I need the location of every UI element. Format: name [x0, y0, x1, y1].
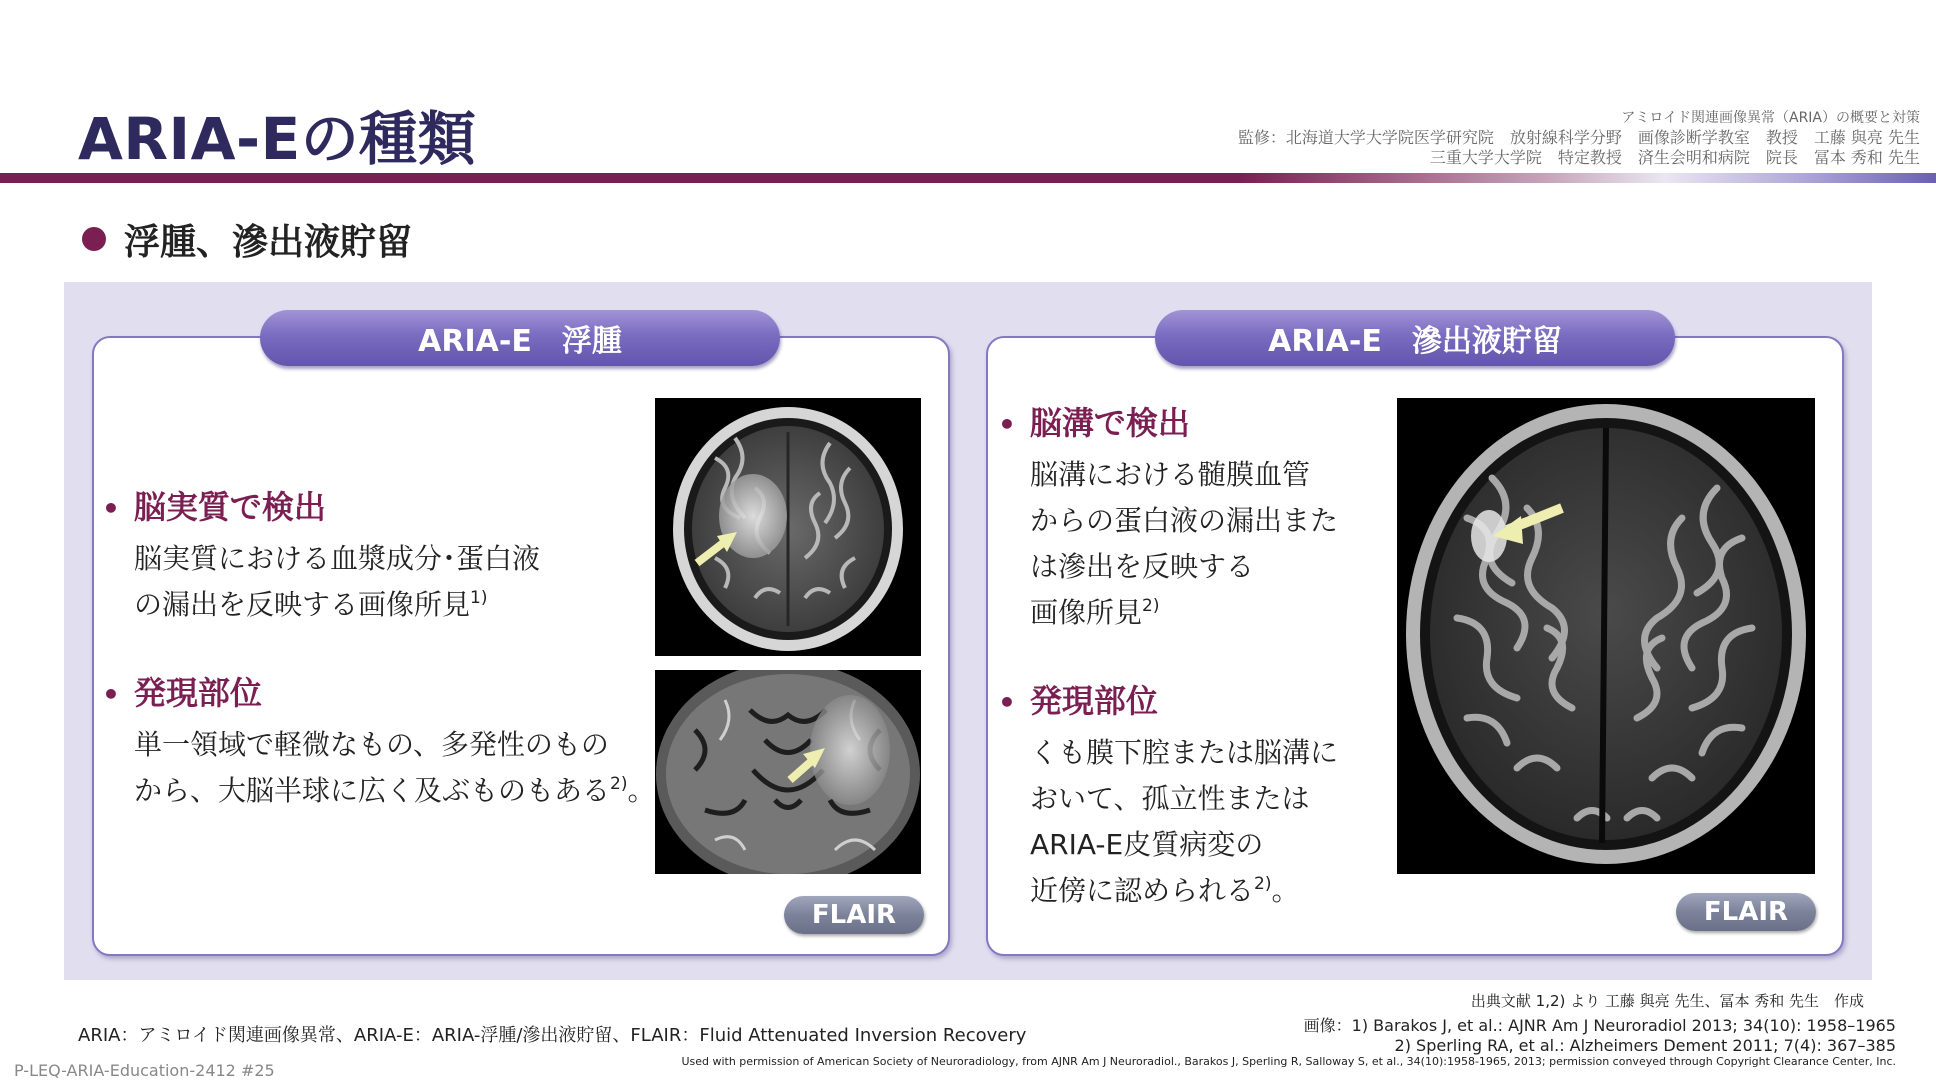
edema-bullet-1-title: • 脳実質で検出 — [102, 488, 326, 526]
document-code: P-LEQ-ARIA-Education-2412 #25 — [14, 1061, 275, 1080]
edema-bullet-2-text: 単一領域で軽微なもの、多発性のもの から、大脳半球に広く及ぶものもある$^{2)}$。 — [134, 728, 656, 807]
effusion-bullet-1-title: • 脳溝で検出 — [998, 404, 1190, 442]
mri-image-edema-lower — [655, 670, 921, 874]
edema-bullet-2-title: • 発現部位 — [102, 674, 262, 712]
figure-credit: 出典文献 1,2) より 工藤 與亮 先生、冨本 秀和 先生 作成 — [1470, 992, 1864, 1010]
effusion-bullet-2-title: • 発現部位 — [998, 682, 1158, 720]
mri-image-edema-upper — [655, 398, 921, 656]
bullet-icon: • — [102, 492, 120, 525]
section-heading: 浮腫、滲出液貯留 — [124, 222, 413, 263]
source-title: アミロイド関連画像異常（ARIA）の概要と対策 — [1621, 110, 1920, 126]
effusion-bullet-2-text: くも膜下腔または脳溝に おいて、孤立性または ARIA-E皮質病変の 近傍に認められる$^{2)}$。 — [1030, 736, 1339, 907]
references — [1304, 1016, 1896, 1056]
abbreviations-note: ARIA：アミロイド関連画像異常、ARIA-E：ARIA-浮腫/滲出液貯留、FLAIR：Fluid Attenuated Inversion Recovery — [78, 1025, 1027, 1046]
reference-1: 画像：1) Barakos J, et al.: AJNR Am J Neuroradiol 2013; 34(10): 1958–1965 — [1303, 1016, 1896, 1035]
edema-bullet-1-text: 脳実質における血漿成分･蛋白液 の漏出を反映する画像所見$^{1)}$ — [134, 542, 541, 621]
flair-badge-effusion: FLAIR — [1676, 893, 1816, 931]
effusion-bullet-1-text: 脳溝における髄膜血管 からの蛋白液の漏出また は滲出を反映する 画像所見$^{2)}$ — [1030, 458, 1339, 629]
header-divider — [0, 173, 1936, 183]
edema-panel-title: ARIA-E 浮腫 — [260, 310, 780, 366]
bullet-icon: • — [998, 686, 1016, 719]
section-bullet-icon — [82, 227, 106, 251]
supervisor-line-2: 三重大学大学院 特定教授 済生会明和病院 院長 冨本 秀和 先生 — [1429, 148, 1920, 167]
page-title: ARIA-Eの種類 — [78, 105, 477, 173]
header-credits — [1238, 108, 1920, 168]
effusion-panel-title: ARIA-E 滲出液貯留 — [1155, 310, 1675, 366]
mri-image-effusion — [1397, 398, 1815, 874]
permission-note: Used with permission of American Society of Neuroradiology, from AJNR Am J Neuroradiol., Barakos J, Sperling R, Salloway S, et al., 34(10):1958-1965, 2013; permission conveyed through Copyright Clearance Center, Inc. — [681, 1055, 1896, 1068]
reference-2: 2) Sperling RA, et al.: Alzheimers Dement 2011; 7(4): 367–385 — [1394, 1036, 1896, 1055]
bullet-icon: • — [102, 678, 120, 711]
supervisor-line-1: 監修：北海道大学大学院医学研究院 放射線科学分野 画像診断学教室 教授 工藤 與亮 先生 — [1237, 128, 1920, 147]
flair-badge-edema: FLAIR — [784, 896, 924, 934]
bullet-icon: • — [998, 408, 1016, 441]
